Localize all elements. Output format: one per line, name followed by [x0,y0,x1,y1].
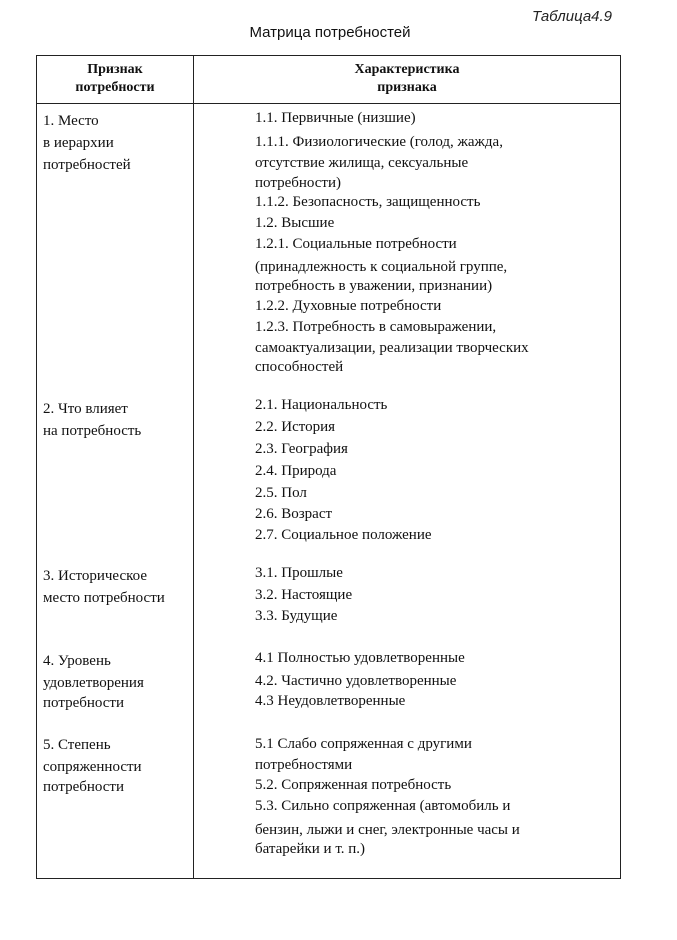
criterion-cell [43,734,142,797]
criterion-line: 5. Степень [43,737,111,753]
criterion-line: 1. Место [43,113,99,129]
header-characteristic-line: признака [377,80,437,95]
criterion-cell [43,565,165,609]
characteristic-line: 5.3. Сильно сопряженная (автомобиль и [255,798,511,814]
characteristic-line: потребность в уважении, признании) [255,278,493,294]
page-title: Матрица потребностей [249,24,411,41]
characteristic-line: 4.2. Частично удовлетворенные [255,673,457,689]
characteristic-line: 2.2. История [255,419,336,435]
characteristic-line: потребностями [255,757,353,773]
criterion-line: удовлетворения [43,675,144,691]
characteristic-line: 2.1. Национальность [255,397,388,413]
criterion-cell [43,398,141,442]
characteristic-line: 5.2. Сопряженная потребность [255,777,452,793]
characteristic-line: 5.1 Слабо сопряженная с другими [255,736,472,752]
characteristic-line: 3.2. Настоящие [255,587,353,603]
criterion-line: сопряженности [43,759,142,775]
header-criterion [37,61,193,97]
characteristic-line: самоактуализации, реализации творческих [255,340,529,356]
characteristic-line: 2.3. География [255,441,348,457]
characteristic-line: 1.1.1. Физиологические (голод, жажда, [255,134,503,150]
criterion-cell [43,650,144,713]
characteristic-line: 1.2.1. Социальные потребности [255,236,457,252]
criterion-cell [43,110,131,176]
criterion-line: на потребность [43,423,142,439]
characteristic-line: 4.1 Полностью удовлетворенные [255,650,465,666]
characteristics-cell [255,736,520,861]
characteristic-line: бензин, лыжи и снег, электронные часы и [255,822,520,838]
criterion-line: в иерархии [43,135,114,151]
characteristic-line: (принадлежность к социальной группе, [255,259,508,275]
characteristics-cell [255,565,352,630]
characteristic-line: 1.2.3. Потребность в самовыражении, [255,319,497,335]
criterion-line: место потребности [43,590,165,606]
characteristic-line: 1.1. Первичные (низшие) [255,110,416,126]
header-criterion-line: Признак [87,62,143,77]
characteristics-cell [255,650,465,713]
criterion-line: 3. Историческое [43,568,147,584]
characteristic-line: батарейки и т. п.) [255,841,366,857]
criterion-line: потребностей [43,157,131,173]
characteristic-line: 1.2. Высшие [255,215,335,231]
characteristic-line: отсутствие жилища, сексуальные [255,155,469,171]
characteristic-line: 4.3 Неудовлетворенные [255,693,406,709]
characteristic-line: 1.1.2. Безопасность, защищенность [255,194,481,210]
characteristic-line: 2.6. Возраст [255,506,333,522]
characteristic-line: 2.4. Природа [255,463,337,479]
characteristics-cell [255,397,432,549]
column-divider [193,56,194,878]
header-divider [37,103,620,104]
characteristic-line: 2.5. Пол [255,485,307,501]
criterion-line: 4. Уровень [43,653,111,669]
characteristic-line: 1.2.2. Духовные потребности [255,298,442,314]
characteristic-line: способностей [255,359,344,375]
header-characteristic [194,61,620,97]
criterion-line: потребности [43,779,124,795]
table-number: Таблица4.9 [532,8,613,25]
header-characteristic-line: Характеристика [354,62,460,77]
header-criterion-line: потребности [75,80,155,95]
characteristic-line: 3.3. Будущие [255,608,338,624]
characteristic-line: потребности) [255,175,341,191]
characteristics-cell [255,110,529,379]
characteristic-line: 3.1. Прошлые [255,565,343,581]
needs-matrix-table [36,55,621,879]
characteristic-line: 2.7. Социальное положение [255,527,432,543]
criterion-line: потребности [43,695,124,711]
criterion-line: 2. Что влияет [43,401,128,417]
